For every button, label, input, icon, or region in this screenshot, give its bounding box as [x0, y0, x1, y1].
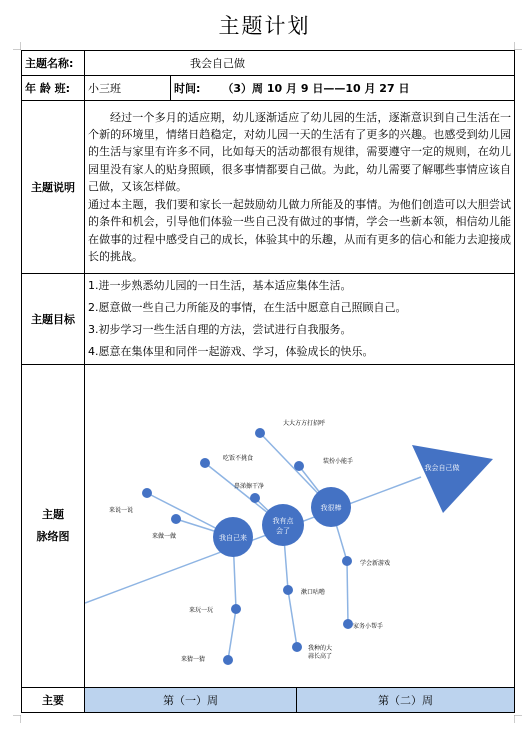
concept-map-cell [85, 365, 515, 688]
leaf-bizi: 鼻涕擦干净 [234, 483, 265, 490]
schedule-header-row [22, 688, 515, 713]
leaf-suan-line-1: 我种的大 [308, 645, 333, 652]
corner-mark-top-right [514, 42, 522, 50]
connector-jiawu [347, 561, 348, 624]
map-label [22, 365, 85, 688]
goals-row [22, 274, 515, 365]
theme-arrow-label: 我会自己做 [424, 464, 460, 472]
description-paragraph-2: 通过本主题，我们要和家长一起鼓励幼儿做力所能及的事情。为他们创造可以大胆尝试的条件和机会，引导他们体验一些自己没有做过的事情，学会一些新本领，相信幼儿能在做事的过程中感受自己的成长，体验其中的乐趣，从而有更多的信心和能力去迎接成长的挑战。 [88, 197, 512, 263]
connector-suan [288, 590, 297, 647]
leaf-zhuangban: 装扮小能手 [323, 458, 354, 465]
dot-chifan [200, 458, 210, 468]
page-title: 主题计划 [218, 14, 311, 38]
theme-name-value: 我会自己做 [85, 51, 515, 76]
dot-bizi [250, 493, 260, 503]
class-value: 小三班 [85, 76, 171, 101]
dot-laicai [223, 655, 233, 665]
class-time-row [22, 76, 515, 101]
schedule-label: 主要 [22, 688, 85, 713]
dot-laishuo [142, 488, 152, 498]
goal-item: 4.愿意在集体里和同伴一起游戏、学习，体验成长的快乐。 [88, 345, 374, 358]
description-label: 主题说明 [22, 101, 85, 274]
time-label: 时间: [174, 82, 201, 95]
leaf-jiawu: 家务小帮手 [353, 623, 384, 630]
week-1-header: 第（一）周 [85, 688, 297, 713]
map-row [22, 365, 515, 688]
dot-suan [292, 642, 302, 652]
leaf-laiwan: 来玩一玩 [189, 607, 214, 614]
corner-mark-top-left [13, 42, 21, 50]
theme-name-row [22, 51, 515, 76]
description-text [85, 101, 515, 274]
time-value: （3）周 10 月 9 日——10 月 27 日 [222, 82, 410, 95]
goal-item: 3.初步学习一些生活自理的方法，尝试进行自我服务。 [88, 323, 352, 336]
concept-map [85, 365, 515, 687]
dot-dada [255, 428, 265, 438]
hub-woyoudianhuile-label-1: 我有点 [272, 517, 294, 525]
leaf-laicai: 来猜一猜 [181, 656, 206, 663]
theme-arrow-shape [412, 445, 493, 513]
corner-mark-bottom-left [13, 715, 21, 723]
dot-shukou [283, 585, 293, 595]
leaf-laishuo: 来说一说 [109, 507, 134, 514]
corner-mark-bottom-right [514, 715, 522, 723]
theme-name-label: 主题名称: [22, 51, 85, 76]
dot-jiawu [343, 619, 353, 629]
dot-xuehui [342, 556, 352, 566]
leaf-shukou: 漱口咕噜 [301, 589, 326, 596]
goal-item: 1.进一步熟悉幼儿园的一日生活，基本适应集体生活。 [88, 279, 352, 292]
hub-wozijilai-label: 我自己来 [219, 534, 247, 542]
plan-table [21, 50, 515, 713]
dot-laiwan [231, 604, 241, 614]
dot-zhuangban [294, 461, 304, 471]
class-label: 年 龄 班: [22, 76, 85, 101]
map-label-line-2: 脉络图 [36, 530, 70, 543]
hub-woyoudianhuile [262, 504, 304, 546]
description-paragraph-1: 经过一个多月的适应期，幼儿逐渐适应了幼儿园的生活，逐渐意识到自己生活在一个新的环境里，情绪日趋稳定，对幼儿园一天的生活有了更多的兴趣。也感受到幼儿园的生活与家里有许多不同，比如每天的活动都很有规律，需要遵守一定的规则，在幼儿园里没有家人的贴身照顾，很多事情都要自己做。为此，幼儿需要了解哪些事情应该自己做，又该怎样做。 [88, 110, 512, 194]
time-cell [171, 76, 515, 101]
map-label-line-1: 主题 [42, 508, 64, 521]
hub-woyoudianhuile-label-2: 会了 [276, 527, 290, 535]
leaf-dada: 大大方方打招呼 [283, 420, 326, 427]
week-2-header: 第（二）周 [297, 688, 515, 713]
leaf-laizuo: 来做一做 [152, 533, 177, 540]
description-row [22, 101, 515, 274]
leaf-xuehui: 学会新游戏 [360, 560, 391, 567]
hub-wohenbang-label: 我很棒 [320, 504, 342, 512]
leaf-chifan: 吃饭不挑食 [223, 455, 254, 462]
leaf-suan-line-2: 蒜长高了 [308, 653, 333, 660]
goal-item: 2.愿意做一些自己力所能及的事情，在生活中愿意自己照顾自己。 [88, 301, 407, 314]
goals-list [85, 274, 515, 365]
dot-laizuo [171, 514, 181, 524]
goals-label: 主题目标 [22, 274, 85, 365]
connector-laicai [228, 609, 236, 660]
